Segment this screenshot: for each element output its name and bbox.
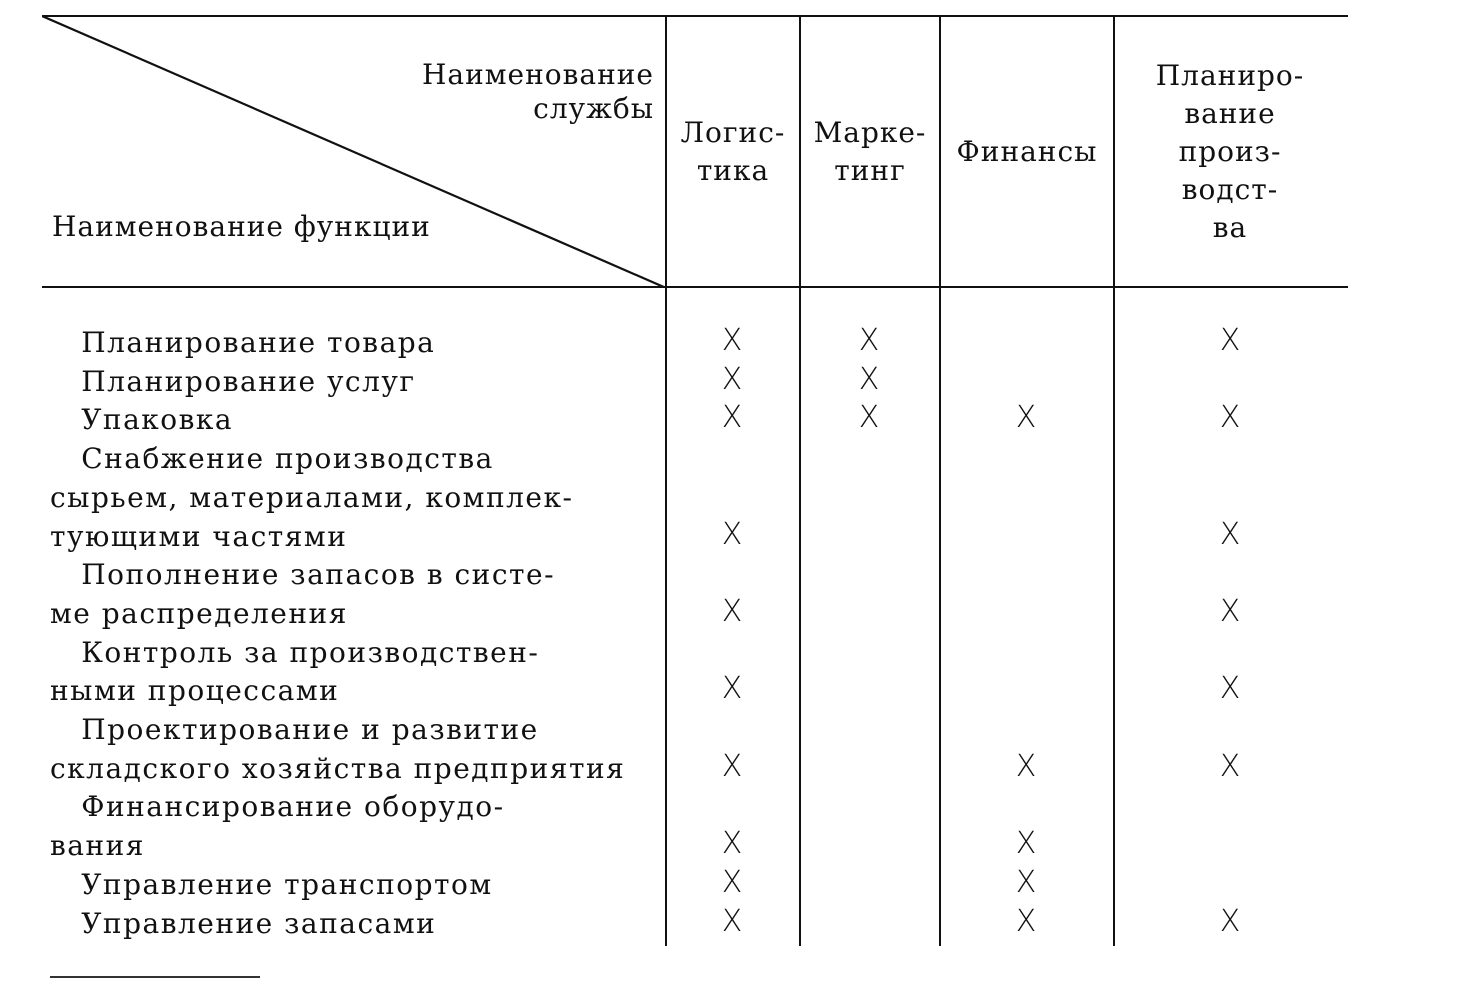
footnote-rule — [50, 976, 260, 978]
function-name-cell: Упаковка — [50, 403, 234, 437]
x-mark: X — [721, 826, 743, 862]
corner-diagonal-line — [42, 16, 666, 288]
x-mark: X — [721, 864, 743, 900]
column-header-logistics: Логис- тика — [680, 116, 786, 187]
function-name-cell: Пополнение запасов в систе- ме распределения — [50, 558, 556, 630]
x-mark: X — [858, 323, 880, 358]
service-name-label: Наименование службы — [422, 58, 654, 125]
function-name-cell: Снабжение производства сырьем, материалами, комплек- тующими частями — [50, 442, 574, 553]
x-mark: X — [858, 400, 880, 436]
x-mark: X — [1015, 826, 1037, 862]
x-mark: X — [1219, 748, 1241, 784]
x-mark: X — [721, 903, 743, 939]
function-name-cell: Планирование услуг — [50, 364, 416, 398]
function-name-cell: Проектирование и развитие складского хозяйства предприятия — [50, 713, 626, 785]
function-name-cell: Планирование товара — [50, 326, 436, 359]
x-mark: X — [721, 593, 743, 629]
x-mark: X — [1219, 400, 1241, 436]
x-mark: X — [1015, 864, 1037, 900]
function-name-cell: Управление запасами — [50, 906, 437, 940]
x-mark: X — [721, 748, 743, 784]
x-mark: X — [721, 671, 743, 707]
x-mark: X — [721, 361, 743, 397]
x-mark: X — [721, 323, 743, 358]
column-header-finance: Финансы — [956, 135, 1098, 168]
column-header-production-planning: Планиро- вание произ- водст- ва — [1155, 59, 1305, 244]
x-mark: X — [1219, 593, 1241, 629]
x-mark: X — [1219, 323, 1241, 358]
x-mark: X — [1015, 748, 1037, 784]
x-mark: X — [1219, 903, 1241, 939]
function-name-cell: Финансирование оборудо- вания — [50, 790, 505, 863]
x-mark: X — [1015, 400, 1037, 436]
column-header-marketing: Марке- тинг — [813, 116, 927, 187]
function-name-label: Наименование функции — [52, 210, 431, 243]
x-mark: X — [858, 361, 880, 397]
function-name-cell: Управление транспортом — [50, 867, 493, 901]
x-mark: X — [721, 400, 743, 436]
x-mark: X — [1219, 671, 1241, 707]
function-name-cell: Контроль за производствен- ными процессами — [50, 635, 540, 708]
x-mark: X — [1015, 903, 1037, 939]
header-corner-cell — [42, 16, 666, 288]
x-mark: X — [1219, 516, 1241, 552]
x-mark: X — [721, 516, 743, 552]
